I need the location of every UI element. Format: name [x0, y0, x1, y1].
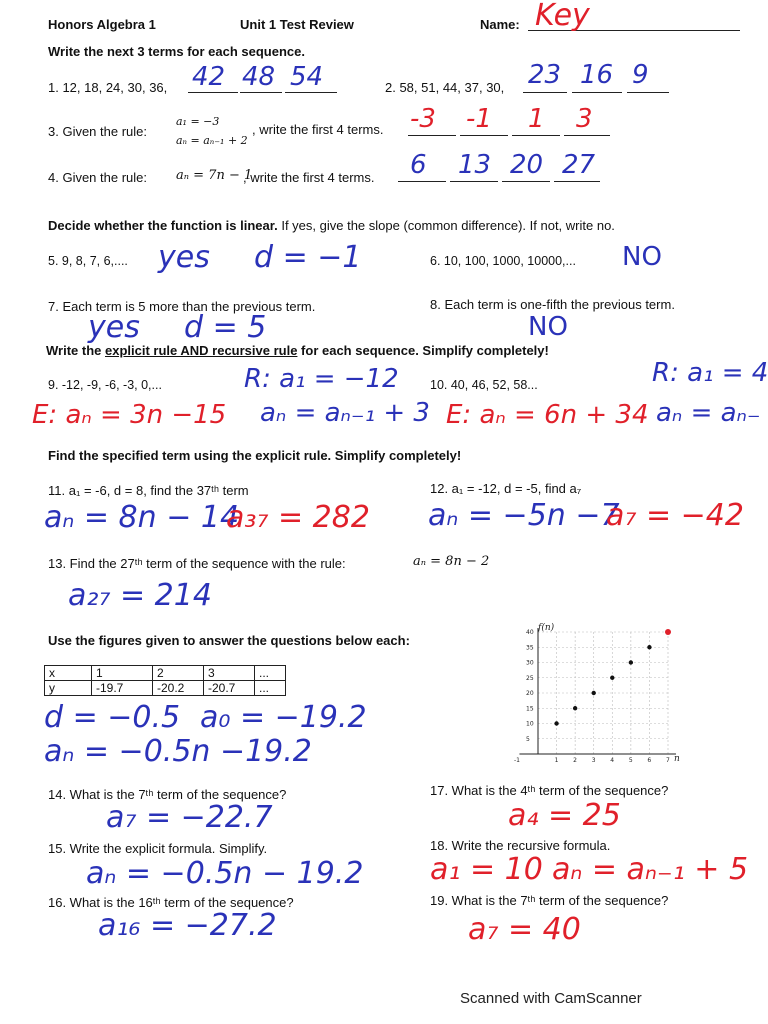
q11-text: 11. a₁ = -6, d = 8, find the 37ᵗʰ term [48, 483, 249, 498]
q14-answer: a₇ = −22.7 [106, 800, 273, 835]
q18-answer-1: a₁ = 10 [430, 852, 543, 887]
q1-blank-2 [240, 92, 282, 93]
x-tick-label: 3 [591, 757, 596, 764]
q5-answer-2: d = −1 [254, 240, 362, 275]
table-cell: -19.7 [92, 681, 153, 696]
q4-blank-1 [398, 181, 446, 182]
q3-answer-2: -1 [466, 104, 492, 134]
q4-blank-3 [502, 181, 550, 182]
table-cell: 2 [153, 666, 204, 681]
name-value: Key [535, 0, 590, 33]
q10-recursive: aₙ = aₙ₋ [656, 398, 761, 428]
table-cell: ... [255, 666, 286, 681]
table-cell: ... [255, 681, 286, 696]
section3-instruction-a: Write the [46, 343, 105, 358]
q11-answer: a₃₇ = 282 [226, 500, 370, 535]
q2-blank-1 [523, 92, 567, 93]
section4-instruction: Find the specified term using the explicit rule. Simplify completely! [48, 448, 462, 463]
q9-recursive: aₙ = aₙ₋₁ + 3 [260, 398, 430, 428]
q13-text: 13. Find the 27ᵗʰ term of the sequence with the rule: [48, 556, 346, 571]
q4-prefix: 4. Given the rule: [48, 170, 147, 185]
x-tick-label: 6 [647, 757, 652, 764]
q3-suffix: , write the first 4 terms. [252, 122, 384, 137]
q1-blank-1 [188, 92, 238, 93]
section1-instruction: Write the next 3 terms for each sequence. [48, 44, 305, 59]
q1-answer-2: 48 [242, 62, 276, 92]
data-point [647, 645, 651, 649]
q3-blank-4 [564, 135, 610, 136]
q4-rule: aₙ = 7n − 1 [176, 168, 253, 183]
y-tick-label: 35 [526, 644, 534, 652]
q4-answer-1: 6 [410, 150, 427, 180]
q3-prefix: 3. Given the rule: [48, 124, 147, 139]
q9-text: 9. -12, -9, -6, -3, 0,... [48, 378, 162, 392]
q9-recursive-a1: R: a₁ = −12 [244, 364, 399, 394]
q15-text: 15. Write the explicit formula. Simplify. [48, 841, 268, 856]
x-tick-label: 2 [573, 757, 577, 764]
q1-answer-3: 54 [290, 62, 324, 92]
q2-answer-1: 23 [528, 60, 562, 90]
q8-text: 8. Each term is one-fifth the previous term. [430, 297, 675, 312]
q16-text: 16. What is the 16ᵗʰ term of the sequence? [48, 895, 294, 910]
q17-text: 17. What is the 4ᵗʰ term of the sequence? [430, 783, 669, 798]
q2-blank-3 [627, 92, 669, 93]
table-cell: x [45, 666, 92, 681]
q4-answer-4: 27 [562, 150, 596, 180]
x-tick-label: -1 [514, 757, 520, 764]
section2-instruction [48, 218, 615, 233]
chart-grid [538, 632, 668, 754]
q13-rule: aₙ = 8n − 2 [413, 554, 490, 569]
work-slope: d = −0.5 [44, 700, 181, 735]
highlight-point [665, 629, 671, 635]
q7-text: 7. Each term is 5 more than the previous term. [48, 299, 316, 314]
section2-instruction-bold: Decide whether the function is linear. [48, 218, 278, 233]
chart-points [554, 629, 671, 726]
section3-instruction-b: for each sequence. Simplify completely! [297, 343, 549, 358]
q7-answer-2: d = 5 [184, 310, 267, 345]
q3-answer-1: -3 [410, 104, 436, 134]
q7-answer-1: yes [88, 310, 140, 345]
y-tick-label: 25 [526, 674, 534, 682]
q10-explicit: E: aₙ = 6n + 34 [446, 400, 649, 430]
y-tick-label: 10 [526, 720, 534, 728]
data-point [573, 706, 577, 710]
table-row [45, 666, 286, 681]
q18-text: 18. Write the recursive formula. [430, 838, 611, 853]
work-a0: a₀ = −19.2 [200, 700, 367, 735]
table-cell: 1 [92, 666, 153, 681]
x-tick-label: 1 [554, 757, 559, 764]
section2-instruction-rest: If yes, give the slope (common difference). If not, write no. [277, 218, 615, 233]
name-label: Name: [480, 17, 520, 32]
y-tick-label: 30 [526, 659, 534, 667]
q17-answer: a₄ = 25 [508, 798, 621, 833]
section3-instruction [46, 343, 549, 358]
chart-xlabel: n [674, 754, 680, 764]
x-tick-label: 4 [610, 757, 615, 764]
q12-answer: a₇ = −42 [606, 498, 744, 533]
q12-explicit: aₙ = −5n −7 [428, 498, 620, 533]
q9-explicit: E: aₙ = 3n −15 [32, 400, 227, 430]
q18-answer-2: aₙ = aₙ₋₁ + 5 [552, 852, 749, 887]
y-tick-label: 15 [526, 705, 534, 713]
q5-answer-1: yes [158, 240, 210, 275]
chart-ticks [514, 629, 670, 764]
q10-text: 10. 40, 46, 52, 58... [430, 378, 538, 392]
q3-rule-a1: a₁ = −3 [176, 115, 220, 128]
data-point [610, 676, 614, 680]
q19-answer: a₇ = 40 [468, 912, 581, 947]
q4-blank-2 [450, 181, 498, 182]
q4-suffix: , write the first 4 terms. [243, 170, 375, 185]
q3-rule-an: aₙ = aₙ₋₁ + 2 [176, 134, 248, 147]
chart-ylabel: f(n) [538, 623, 555, 633]
chart-axes [519, 628, 676, 754]
q4-blank-4 [554, 181, 600, 182]
unit-title: Unit 1 Test Review [240, 17, 354, 32]
xy-table [44, 665, 286, 696]
q3-answer-4: 3 [576, 104, 593, 134]
q2-text: 2. 58, 51, 44, 37, 30, [385, 80, 505, 95]
course-title: Honors Algebra 1 [48, 17, 156, 32]
q11-explicit: aₙ = 8n − 14 [44, 500, 240, 535]
q19-text: 19. What is the 7ᵗʰ term of the sequence? [430, 893, 669, 908]
q14-text: 14. What is the 7ᵗʰ term of the sequence? [48, 787, 287, 802]
x-tick-label: 7 [666, 757, 670, 764]
q1-blank-3 [285, 92, 337, 93]
scatter-chart [508, 618, 690, 770]
q4-answer-2: 13 [458, 150, 492, 180]
q6-answer: NO [622, 242, 662, 272]
q2-blank-2 [572, 92, 622, 93]
data-point [592, 691, 596, 695]
scanner-watermark: Scanned with CamScanner [460, 990, 642, 1007]
q6-text: 6. 10, 100, 1000, 10000,... [430, 254, 576, 268]
table-cell: 3 [204, 666, 255, 681]
work-explicit: aₙ = −0.5n −19.2 [44, 734, 312, 769]
table-row [45, 681, 286, 696]
q3-blank-2 [460, 135, 508, 136]
q3-blank-1 [408, 135, 456, 136]
q4-answer-3: 20 [510, 150, 544, 180]
x-tick-label: 5 [628, 757, 633, 764]
data-point [629, 660, 633, 664]
y-tick-label: 5 [526, 735, 530, 743]
q2-answer-2: 16 [580, 60, 614, 90]
q1-answer-1: 42 [192, 62, 226, 92]
q15-answer: aₙ = −0.5n − 19.2 [86, 856, 364, 891]
q12-text: 12. a₁ = -12, d = -5, find a₇ [430, 481, 582, 496]
q13-answer: a₂₇ = 214 [68, 578, 212, 613]
y-tick-label: 40 [526, 629, 534, 636]
y-tick-label: 20 [526, 690, 534, 697]
table-cell: y [45, 681, 92, 696]
q3-answer-3: 1 [528, 104, 545, 134]
table-cell: -20.2 [153, 681, 204, 696]
q8-answer: NO [528, 312, 568, 342]
q3-blank-3 [512, 135, 560, 136]
q1-text: 1. 12, 18, 24, 30, 36, [48, 80, 168, 95]
data-point [554, 721, 558, 725]
section3-instruction-underlined: explicit rule AND recursive rule [105, 343, 298, 358]
section5-instruction: Use the figures given to answer the questions below each: [48, 633, 410, 648]
q5-text: 5. 9, 8, 7, 6,.... [48, 254, 128, 268]
table-cell: -20.7 [204, 681, 255, 696]
q2-answer-3: 9 [632, 60, 649, 90]
q16-answer: a₁₆ = −27.2 [98, 908, 277, 943]
q10-recursive-a1: R: a₁ = 4 [652, 358, 768, 388]
